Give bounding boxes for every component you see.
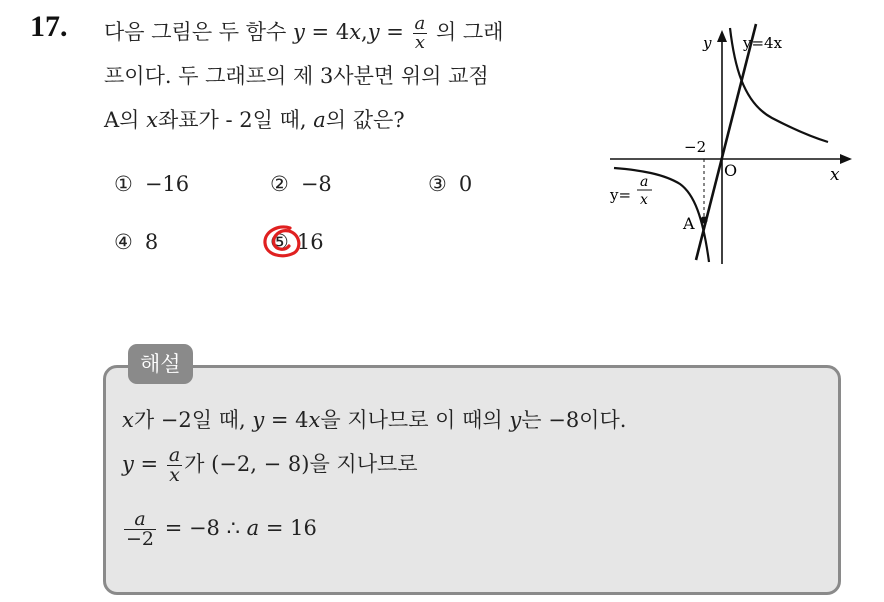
hyperbola-label-den: x xyxy=(640,192,648,208)
y-axis-arrow-icon xyxy=(717,30,727,42)
answer-circle-mark xyxy=(260,222,304,262)
y-axis-label: y xyxy=(703,34,712,52)
function-graph xyxy=(600,22,860,272)
hyperbola-branch-q3 xyxy=(614,168,709,262)
solution-line-3: $\frac{a}{-2}$ = −8 ∴ a = 16 xyxy=(126,508,317,550)
point-a-label: A xyxy=(683,214,695,233)
question-number: 17. xyxy=(30,10,68,43)
line-label: y=4x xyxy=(743,34,783,52)
solution-fraction-a-over-minus2: $\frac{a}{-2}$ xyxy=(126,508,155,550)
hyperbola-label-num: a xyxy=(640,174,649,190)
choice-3[interactable]: ③ 0 xyxy=(428,172,473,196)
fraction-a-over-x: $\frac{a}{x}$ xyxy=(414,13,426,53)
tick-label-minus-2: −2 xyxy=(684,138,707,156)
x-axis-label: x xyxy=(830,165,840,185)
choice-1[interactable]: ① −16 xyxy=(114,172,190,196)
solution-line-2: y = $\frac{a}{x}$ 가 (−2, − 8)을 지나므로 xyxy=(122,444,418,486)
x-axis-arrow-icon xyxy=(840,154,852,164)
solution-line-1: x가 −2일 때, y = 4x을 지나므로 이 때의 y는 −8이다. xyxy=(122,408,627,432)
solution-tag: 해설 xyxy=(128,344,193,384)
question-line-1: 다음 그림은 두 함수 y = 4x,y = $\frac{a}{x}$ 의 그래 xyxy=(104,13,504,53)
choice-4[interactable]: ④ 8 xyxy=(114,230,159,254)
origin-label: O xyxy=(724,161,738,180)
choice-2[interactable]: ② −8 xyxy=(270,172,332,196)
question-line-2: 프이다. 두 그래프의 제 3사분면 위의 교점 xyxy=(104,64,489,88)
hyperbola-label-prefix: y= xyxy=(610,186,632,204)
intersection-point-a xyxy=(700,216,707,223)
question-line-3: A의 x좌표가 - 2일 때, a의 값은? xyxy=(104,108,405,132)
choice-5[interactable]: ⑤ 16 xyxy=(270,230,324,254)
solution-fraction-a-over-x: $\frac{a}{x}$ xyxy=(168,444,181,486)
